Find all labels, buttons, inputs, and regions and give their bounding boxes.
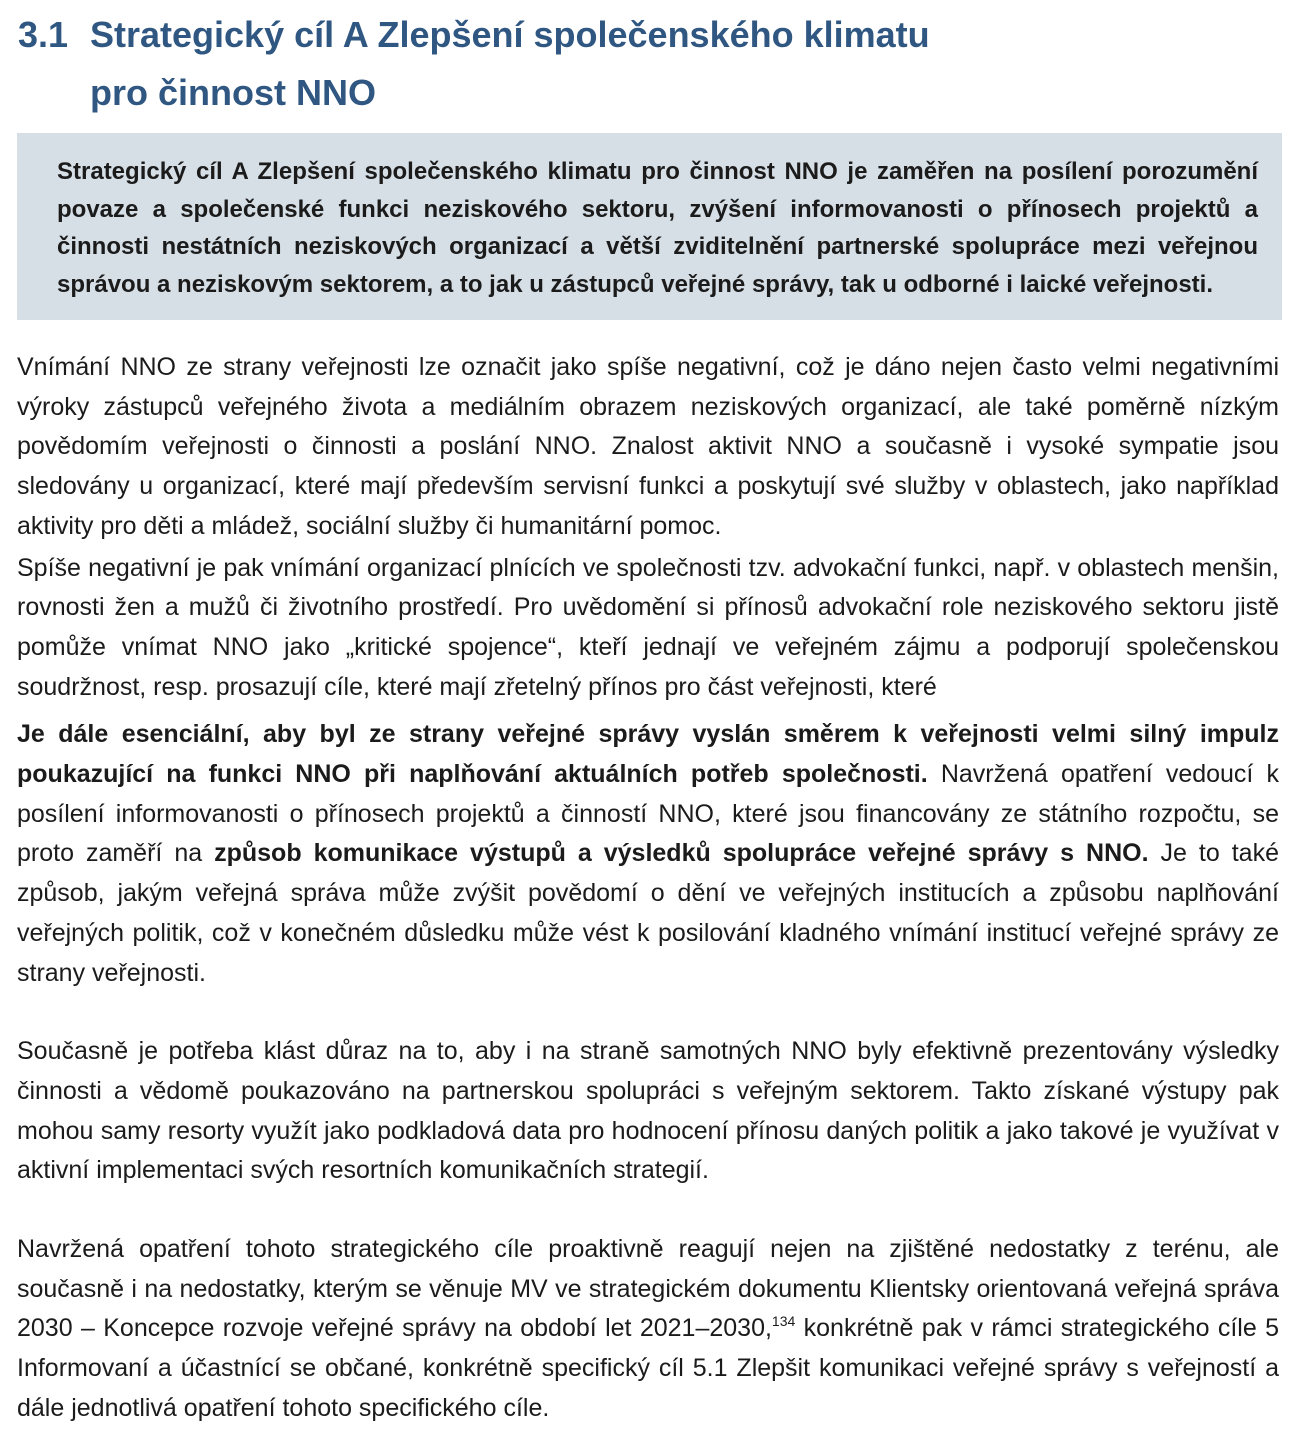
paragraph-5-text-1: Navržená opatření tohoto strategického cíle proaktivně reagují nejen na zjištěné nedostatky z terénu, ale současně i na nedostatky, kterým se věnuje MV ve strategickém dokumentu Klientsky orientovaná veřejná správa 2030 – Koncepce rozvoje veřejné správy na období let 2021–2030, [17, 1235, 1279, 1343]
section-title [90, 6, 990, 122]
paragraph-5-text-2: konkrétně pak v rámci strategického cíle 5 Informovaní a účastnící se občané, konkrétně specifický cíl 5.1 Zlepšit komunikaci veřejné správy s veřejností a dále jednotlivá opatření tohoto specifického cíle. [17, 1314, 1280, 1422]
section-number: 3.1 [18, 14, 69, 55]
section-title-line1: Strategický cíl A Zlepšení společenského klimatu [90, 14, 930, 55]
summary-text: Strategický cíl A Zlepšení společenského klimatu pro činnost NNO je zaměřen na posílení porozumění povaze a společenské funkci neziskového sektoru, zvýšení informovanosti o přínosech projektů a činnosti nestátních neziskových organizací a větší zviditelnění partnerské spolupráce mezi veřejnou správou a neziskovým sektorem, a to jak u zástupců veřejné správy, tak u odborné i laické veřejnosti. [57, 158, 1258, 298]
footnote-ref[interactable]: 134 [771, 1313, 796, 1330]
paragraph-2: Spíše negativní je pak vnímání organizací plnících ve společnosti tzv. advokační funkci, např. v oblastech menšin, rovnosti žen a mužů či životního prostředí. Pro uvědomění si přínosů advokační role neziskového sektoru jistě pomůže vnímat NNO jako „kritické spojence“, kteří jednají ve veřejném zájmu a podporují společenskou soudržnost, resp. prosazují cíle, které mají zřetelný přínos pro část veřejnosti, které [17, 553, 1279, 701]
paragraph-4: Současně je potřeba klást důraz na to, aby i na straně samotných NNO byly efektivně prezentovány výsledky činnosti a vědomě poukazováno na partnerskou spolupráci s veřejným sektorem. Takto získané výstupy pak mohou samy resorty využít jako podkladová data pro hodnocení přínosu daných politik a jako takové je využívat v aktivní implementaci svých resortních komunikačních strategií. [17, 1037, 1279, 1185]
paragraph-3 [17, 715, 1279, 993]
summary-box [17, 133, 1282, 320]
paragraph-3-emphasis-1: Je dále esenciální, aby byl ze strany veřejné správy vyslán směrem k veřejnosti velmi silný impulz poukazující na funkci NNO při naplňování aktuálních potřeb společnosti. [17, 720, 1279, 789]
body-text [17, 348, 1279, 1429]
paragraph-1: Vnímání NNO ze strany veřejnosti lze označit jako spíše negativní, což je dáno nejen často velmi negativními výroky zástupců veřejného života a mediálním obrazem neziskových organizací, ale také poměrně nízkým povědomím veřejnosti o činnosti a poslání NNO. Znalost aktivit NNO a současně i vysoké sympatie jsou sledovány u organizací, které mají především servisní funkci a poskytují své služby v oblastech, jako například aktivity pro děti a mládež, sociální služby či humanitární pomoc. [17, 353, 1279, 540]
section-title-line2: pro činnost NNO [90, 72, 376, 113]
paragraph-5 [17, 1230, 1279, 1429]
section-heading [18, 6, 990, 122]
paragraph-3-emphasis-2: způsob komunikace výstupů a výsledků spolupráce veřejné správy s NNO. [214, 839, 1149, 868]
paragraph-3-text-2: Je to také způsob, jakým veřejná správa může zvýšit povědomí o dění ve veřejných institucích a způsobu naplňování veřejných politik, což v konečném důsledku může vést k posilování kladného vnímání institucí veřejné správy ze strany veřejnosti. [17, 839, 1279, 987]
paragraph-3-text-1: Navržená opatření vedoucí k posílení informovanosti o přínosech projektů a činností NNO, které jsou financovány ze státního rozpočtu, se proto zaměří na [17, 760, 1280, 868]
